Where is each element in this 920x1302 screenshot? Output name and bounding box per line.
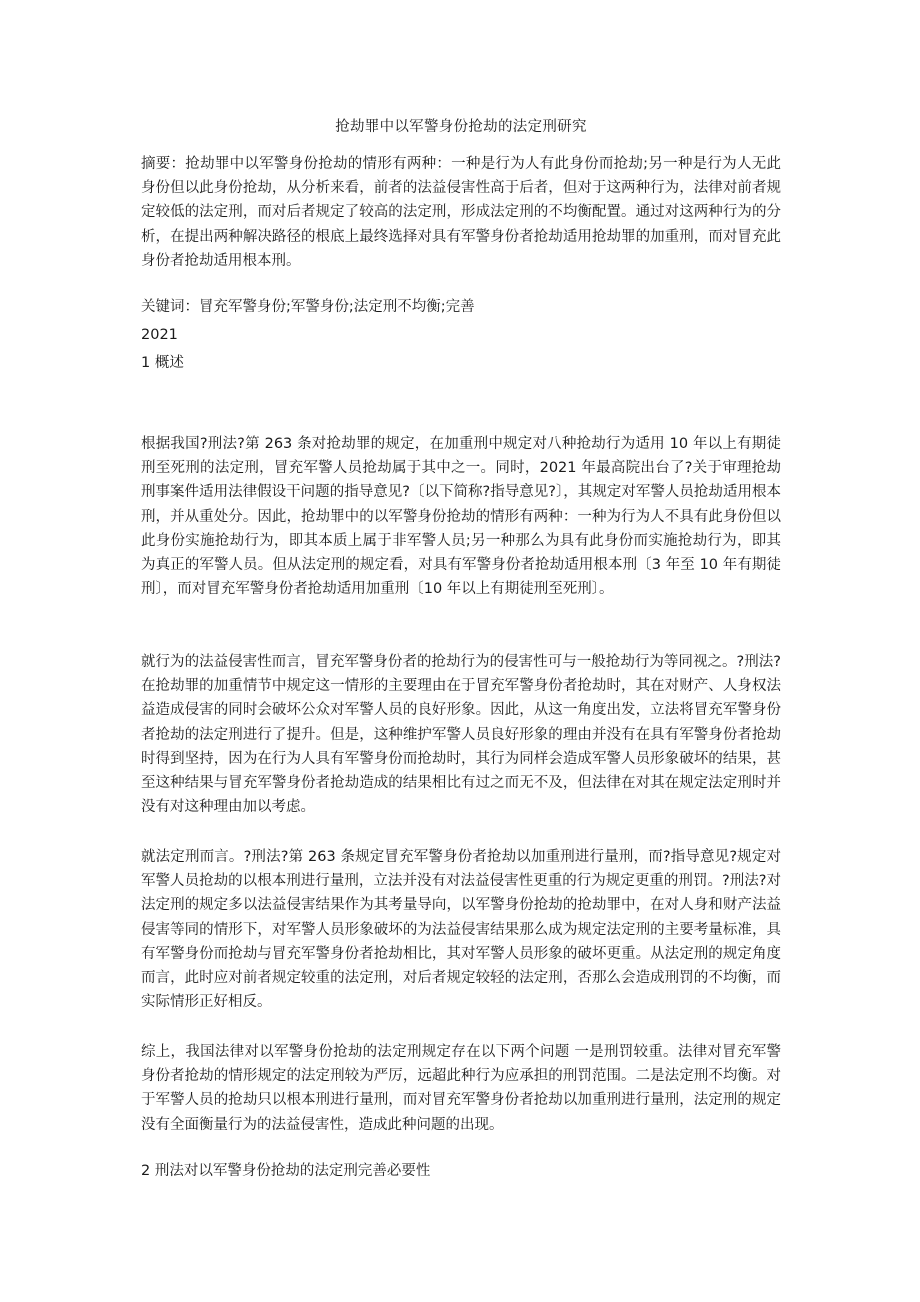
section-1-heading: 1 概述	[141, 355, 184, 371]
abstract-paragraph: 摘要：抢劫罪中以军警身份抢劫的情形有两种：一种是行为人有此身份而抢劫;另一种是行为人无此身份但以此身份抢劫，从分析来看，前者的法益侵害性高于后者，但对于这两种行为，法律对前者规定较低的法定刑，而对后者规定了较高的法定刑，形成法定刑的不均衡配置。通过对这两种行为的分析，在提出两种解决路径的根底上最终选择对具有军警身份者抢劫适用抢劫罪的加重刑，而对冒充此身份者抢劫适用根本刑。	[141, 156, 781, 269]
document-title: 抢劫罪中以军警身份抢劫的法定刑研究	[335, 119, 587, 135]
year-line: 2021	[141, 327, 178, 343]
body-paragraph-1: 根据我国?刑法?第 263 条对抢劫罪的规定，在加重刑中规定对八种抢劫行为适用 10 年以上有期徒刑至死刑的法定刑，冒充军警人员抢劫属于其中之一。同时，2021 年最高院出台了?关于审理抢劫刑事案件适用法律假设干问题的指导意见?〔以下简称?指导意见?〕，其规定对军警人员抢劫适用根本刑，并从重处分。因此，抢劫罪中的以军警身份抢劫的情形有两种：一种为行为人不具有此身份但以此身份实施抢劫行为，即其本质上属于非军警人员;另一种那么为具有此身份而实施抢劫行为，即其为真正的军警人员。但从法定刑的规定看，对具有军警身份者抢劫适用根本刑〔3 年至 10 年有期徒刑〕，而对冒充军警身份者抢劫适用加重刑〔10 年以上有期徒刑至死刑〕。	[141, 436, 781, 598]
body-paragraph-2: 就行为的法益侵害性而言，冒充军警身份者的抢劫行为的侵害性可与一般抢劫行为等同视之。?刑法?在抢劫罪的加重情节中规定这一情形的主要理由在于冒充军警身份者抢劫时，其在对财产、人身权法益造成侵害的同时会破坏公众对军警人员的良好形象。因此，从这一角度出发，立法将冒充军警身份者抢劫的法定刑进行了提升。但是，这种维护军警人员良好形象的理由并没有在具有军警身份者抢劫时得到坚持，因为在行为人具有军警身份而抢劫时，其行为同样会造成军警人员形象破坏的结果，甚至这种结果与冒充军警身份者抢劫造成的结果相比有过之而无不及，但法律在对其在规定法定刑时并没有对这种理由加以考虑。	[141, 654, 781, 816]
section-2-heading: 2 刑法对以军警身份抢劫的法定刑完善必要性	[141, 1163, 431, 1179]
body-paragraph-3: 就法定刑而言。?刑法?第 263 条规定冒充军警身份者抢劫以加重刑进行量刑，而?指导意见?规定对军警人员抢劫的以根本刑进行量刑，立法并没有对法益侵害性更重的行为规定更重的刑罚。?刑法?对法定刑的规定多以法益侵害结果作为其考量导向，以军警身份抢劫的抢劫罪中，在对人身和财产法益侵害等同的情形下，对军警人员形象破坏的为法益侵害结果那么成为规定法定刑的主要考量标准，具有军警身份而抢劫与冒充军警身份者抢劫相比，其对军警人员形象的破坏更重。从法定刑的规定角度而言，此时应对前者规定较重的法定刑，对后者规定较轻的法定刑，否那么会造成刑罚的不均衡，而实际情形正好相反。	[141, 849, 781, 1011]
body-paragraph-4: 综上，我国法律对以军警身份抢劫的法定刑规定存在以下两个问题 一是刑罚较重。法律对冒充军警身份者抢劫的情形规定的法定刑较为严厉，远超此种行为应承担的刑罚范围。二是法定刑不均衡。对于军警人员的抢劫只以根本刑进行量刑，而对冒充军警身份者抢劫以加重刑进行量刑，法定刑的规定没有全面衡量行为的法益侵害性，造成此种问题的出现。	[141, 1044, 781, 1133]
keywords-line: 关键词：冒充军警身份;军警身份;法定刑不均衡;完善	[141, 299, 475, 315]
